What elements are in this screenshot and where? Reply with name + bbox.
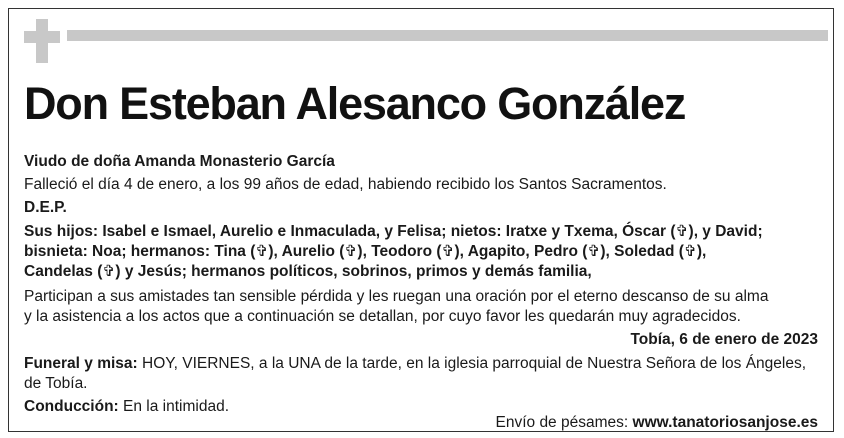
death-line: Falleció el día 4 de enero, a los 99 años de edad, habiendo recibido los Santos Sacramentos. bbox=[24, 176, 667, 193]
condolences-link[interactable]: www.tanatoriosanjose.es bbox=[632, 414, 818, 431]
widow-line: Viudo de doña Amanda Monasterio García bbox=[24, 153, 335, 170]
condolences-line bbox=[24, 413, 818, 432]
condolences-label: Envío de pésames: bbox=[495, 414, 629, 431]
deceased-name: Don Esteban Alesanco González bbox=[24, 78, 686, 129]
cross-horizontal-bar bbox=[24, 31, 60, 43]
header-rule bbox=[67, 30, 828, 41]
cross-icon bbox=[24, 19, 60, 63]
funeral-text-1: HOY, VIERNES, a la UNA de la tarde, en la iglesia parroquial de Nuestra Señora de los Ángeles, bbox=[142, 355, 807, 372]
funeral-label: Funeral y misa: bbox=[24, 355, 138, 372]
funeral-line-1 bbox=[24, 354, 820, 373]
conduction-label: Conducción: bbox=[24, 398, 119, 415]
announce-line-2: y la asistencia a los actos que a continuación se detallan, por cuyo favor les quedarán muy agradecidos. bbox=[24, 308, 741, 325]
family-line-1: Sus hijos: Isabel e Ismael, Aurelio e Inmaculada, y Felisa; nietos: Iratxe y Txema, Óscar (✞), y David; bbox=[24, 223, 763, 240]
conduction-text: En la intimidad. bbox=[123, 398, 230, 415]
family-line-3: Candelas (✞) y Jesús; hermanos políticos, sobrinos, primos y demás familia, bbox=[24, 263, 592, 280]
funeral-line-2: de Tobía. bbox=[24, 375, 88, 392]
announce-line-1: Participan a sus amistades tan sensible pérdida y les ruegan una oración por el eterno descanso de su alma bbox=[24, 288, 769, 305]
place-date: Tobía, 6 de enero de 2023 bbox=[630, 331, 818, 348]
family-line-2: bisnieta: Noa; hermanos: Tina (✞), Aurelio (✞), Teodoro (✞), Agapito, Pedro (✞), Soledad (✞), bbox=[24, 243, 707, 260]
dep-line: D.E.P. bbox=[24, 199, 67, 216]
